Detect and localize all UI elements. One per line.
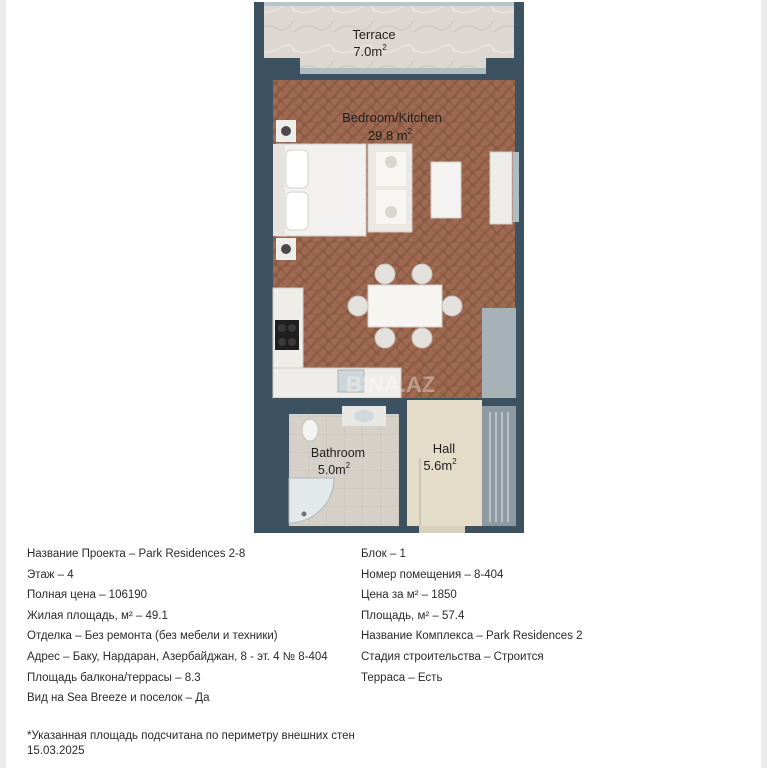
bathroom-wall-right bbox=[399, 406, 407, 533]
burner bbox=[278, 324, 286, 332]
spec-total-price: Полная цена – 106190 bbox=[27, 589, 148, 602]
terrace-wall-left bbox=[254, 58, 300, 80]
bedroom-kitchen-label: Bedroom/Kitchen bbox=[342, 110, 442, 125]
spec-block: Блок – 1 bbox=[361, 548, 406, 560]
burner bbox=[288, 338, 296, 346]
spec-address: Адрес – Баку, Нардаран, Азербайджан, 8 - эт. 4 № 8-404 bbox=[27, 650, 328, 663]
spec-terrace: Терраса – Есть bbox=[361, 671, 443, 684]
specs-left-column bbox=[27, 547, 328, 712]
burner bbox=[288, 324, 296, 332]
dining-chair bbox=[375, 264, 395, 284]
bathroom-wall-left bbox=[273, 406, 289, 533]
terrace-wall-right bbox=[486, 58, 524, 80]
bedroom-kitchen-area: 29.8 $m^2$ bbox=[367, 127, 413, 143]
interior-wall bbox=[482, 398, 516, 406]
hall-area: $5.6m^2$ bbox=[423, 457, 457, 473]
spec-construction-stage: Стадия строительства – Строится bbox=[361, 650, 544, 663]
dining-chair bbox=[375, 328, 395, 348]
spec-floor: Этаж – 4 bbox=[27, 568, 74, 581]
hall-closet bbox=[482, 406, 516, 526]
dining-chair bbox=[412, 328, 432, 348]
drain-icon bbox=[302, 512, 307, 517]
dining-chair bbox=[442, 296, 462, 316]
terrace-glazing bbox=[300, 68, 486, 74]
bathroom-area: $5.0m^2$ bbox=[317, 461, 351, 477]
cushion-icon bbox=[385, 156, 397, 168]
document-page bbox=[6, 0, 761, 768]
pillow-2 bbox=[286, 192, 308, 230]
watermark: BINA.AZ bbox=[346, 372, 436, 397]
footnote bbox=[27, 729, 355, 759]
entrance-door bbox=[419, 526, 465, 533]
spec-living-area: Жилая площадь, м² – 49.1 bbox=[27, 609, 168, 622]
spec-unit-number: Номер помещения – 8-404 bbox=[361, 568, 504, 581]
lamp-bottom bbox=[281, 244, 291, 254]
bathroom-label: Bathroom bbox=[310, 446, 366, 460]
pillow-1 bbox=[286, 150, 308, 188]
hall-label: Hall bbox=[432, 441, 456, 456]
footnote-date: 15.03.2025 bbox=[27, 745, 85, 757]
cushion-icon bbox=[385, 206, 397, 218]
floor-plan bbox=[254, 2, 524, 533]
cooktop bbox=[275, 320, 299, 350]
spec-view: Вид на Sea Breeze и поселок – Да bbox=[27, 692, 210, 705]
terrace-area: $7.0m^2$ bbox=[353, 43, 387, 59]
coffee-table bbox=[431, 162, 461, 218]
terrace-railing bbox=[264, 2, 514, 6]
dining-chair bbox=[412, 264, 432, 284]
toilet bbox=[302, 419, 318, 441]
bed-headboard bbox=[273, 144, 285, 236]
footnote-note: *Указанная площадь подсчитана по периметру внешних стен bbox=[27, 730, 355, 742]
spec-balcony-area: Площадь балкона/террасы – 8.3 bbox=[27, 671, 201, 684]
terrace-label: Terrace bbox=[352, 27, 396, 42]
spec-price-per-m2: Цена за м² – 1850 bbox=[361, 589, 457, 602]
basin bbox=[354, 410, 374, 422]
tv-console bbox=[490, 152, 512, 224]
bedroom-window-right bbox=[513, 152, 519, 222]
spec-area: Площадь, м² – 57.4 bbox=[361, 609, 465, 622]
spec-finishing: Отделка – Без ремонта (без мебели и техники) bbox=[27, 630, 278, 643]
lamp-top bbox=[281, 126, 291, 136]
spec-project-name: Название Проекта – Park Residences 2-8 bbox=[27, 548, 246, 560]
specs-right-column bbox=[361, 547, 583, 691]
dining-chair bbox=[348, 296, 368, 316]
burner bbox=[278, 338, 286, 346]
dining-table bbox=[368, 285, 442, 327]
spec-complex-name: Название Комплекса – Park Residences 2 bbox=[361, 630, 583, 643]
interior-wall bbox=[273, 398, 403, 406]
wardrobe bbox=[482, 308, 516, 398]
